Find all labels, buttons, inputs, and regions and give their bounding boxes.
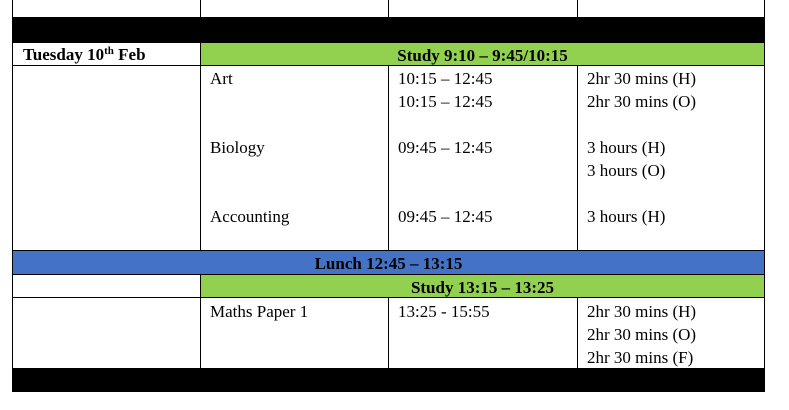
day-header-row (12, 42, 765, 66)
top-partial-row (12, 0, 765, 17)
exam-duration: 3 hours (H) (587, 207, 666, 226)
exam-duration: 2hr 30 mins (F) (587, 348, 694, 367)
lunch-label: Lunch 12:45 – 13:15 (314, 254, 463, 273)
lunch-row (12, 250, 765, 274)
black-separator-band (12, 368, 765, 392)
cell (12, 274, 200, 298)
time-column (388, 298, 577, 368)
exam-time: 10:15 – 12:45 (398, 69, 493, 88)
day-label-cell (12, 42, 200, 66)
exam-time: 13:25 - 15:55 (398, 302, 490, 321)
subject-column (200, 66, 388, 250)
afternoon-exams-row (12, 298, 765, 368)
cell (12, 0, 200, 17)
exam-duration: 3 hours (O) (587, 161, 666, 180)
subject-name: Biology (210, 138, 265, 157)
study-morning-label: Study 9:10 – 9:45/10:15 (397, 46, 568, 65)
study-morning-cell (200, 42, 765, 66)
study-afternoon-cell (200, 274, 765, 298)
exam-time: 10:15 – 12:45 (398, 92, 493, 111)
subject-name: Maths Paper 1 (210, 302, 309, 321)
exam-duration: 2hr 30 mins (O) (587, 92, 697, 111)
exam-duration: 2hr 30 mins (H) (587, 302, 697, 321)
subject-name: Art (210, 69, 233, 88)
exam-time: 09:45 – 12:45 (398, 207, 493, 226)
exam-duration: 2hr 30 mins (H) (587, 69, 697, 88)
exam-duration: 3 hours (H) (587, 138, 666, 157)
subject-name: Accounting (210, 207, 290, 226)
study-afternoon-label: Study 13:15 – 13:25 (410, 278, 555, 297)
afternoon-study-row (12, 274, 765, 298)
cell (200, 0, 388, 17)
cell (577, 0, 765, 17)
black-separator-band (12, 17, 765, 42)
duration-column (577, 66, 765, 250)
subject-column (200, 298, 388, 368)
day-label: Tuesday 10th Feb (23, 45, 146, 64)
exam-time: 09:45 – 12:45 (398, 138, 493, 157)
cell (12, 66, 200, 250)
morning-exams-row (12, 66, 765, 250)
cell (12, 298, 200, 368)
cell (388, 0, 577, 17)
exam-duration: 2hr 30 mins (O) (587, 325, 697, 344)
duration-column (577, 298, 765, 368)
time-column (388, 66, 577, 250)
